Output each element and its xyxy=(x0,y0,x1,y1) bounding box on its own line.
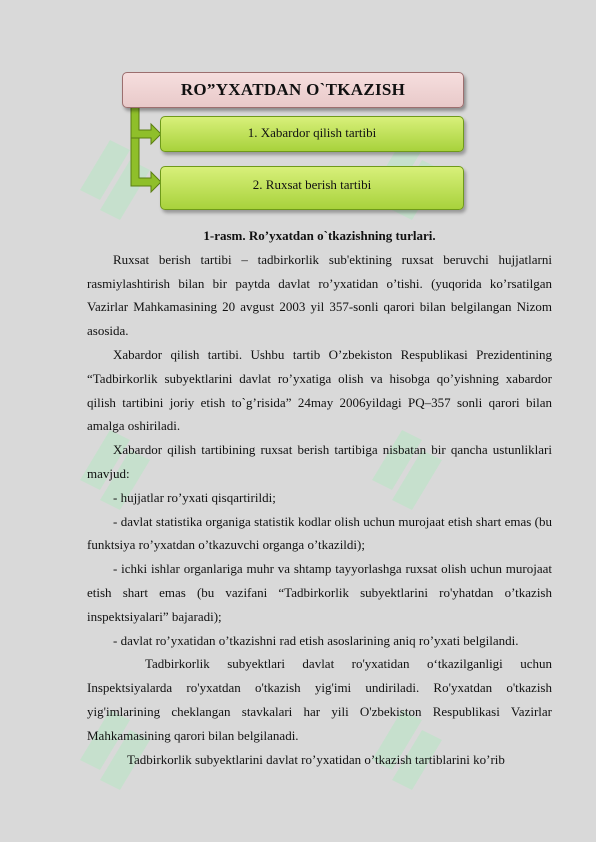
figure-caption: 1-rasm. Ro’yxatdan o`tkazishning turlari. xyxy=(203,228,436,243)
paragraph: Ruxsat berish tartibi – tadbirkorlik sub'ektining ruxsat beruvchi hujjatlarni rasmiylashtirish bilan bir paytda davlat ro’yxatidan o’tishi. (yuqorida ko’rsatilgan Vazirlar Mahkamasining 20 avgust 2003 yil 357-sonli qarori bilan belgilangan Nizom asosida. xyxy=(87,251,552,339)
diagram-item-notification: 1. Xabardor qilish tartibi xyxy=(160,116,464,152)
document-body xyxy=(87,224,552,771)
paragraph: Tadbirkorlik subyektlarini davlat ro’yxatidan o’tkazish tartiblarini ko’rib xyxy=(127,751,505,767)
list-item: - davlat ro’yxatidan o’tkazishni rad etish asoslarining aniq ro’yxati belgilandi. xyxy=(113,632,519,648)
diagram-item-permission: 2. Ruxsat berish tartibi xyxy=(160,166,464,210)
list-item: - ichki ishlar organlariga muhr va shtamp tayyorlashga ruxsat olish uchun murojaat etish shart emas (bu vazifani “Tadbirkorlik subyektlarini ro'yhatdan o’tkazish inspektsiyalari” bajaradi); xyxy=(87,561,552,624)
paragraph: Xabardor qilish tartibining ruxsat berish tartibiga nisbatan bir qancha ustunliklari mavjud: xyxy=(87,442,552,481)
paragraph: Tadbirkorlik subyektlari davlat ro'yxatidan o‘tkazilganligi uchun Inspektsiyalarda ro'yxatdan o'tkazish yig'imi undiriladi. Ro'yxatdan o'tkazish yig'imlarining cheklangan stavkalari har yili O'zbekiston Respublikasi Vazirlar Mahkamasining qarori bilan belgilanadi. xyxy=(87,656,552,743)
list-item: - davlat statistika organiga statistik kodlar olish uchun murojaat etish shart emas (bu funktsiya ro’yxatdan o’tkazuvchi organga o’tkazildi); xyxy=(87,513,552,553)
list-item: - hujjatlar ro’yxati qisqartirildi; xyxy=(113,489,276,505)
diagram-title: RO”YXATDAN O`TKAZISH xyxy=(122,72,464,108)
connector-arrow-icon xyxy=(125,106,165,206)
registration-diagram xyxy=(0,0,596,230)
paragraph: Xabardor qilish tartibi. Ushbu tartib O’zbekiston Respublikasi Prezidentining “Tadbirkorlik subyektlarini davlat ro’yxatiga olish va hisobga qo’yishning xabardor qilish tartibini joriy etish to`g’risida” 24may 2006yildagi PQ–357 sonli qarori bilan amalga oshiriladi. xyxy=(87,346,552,434)
